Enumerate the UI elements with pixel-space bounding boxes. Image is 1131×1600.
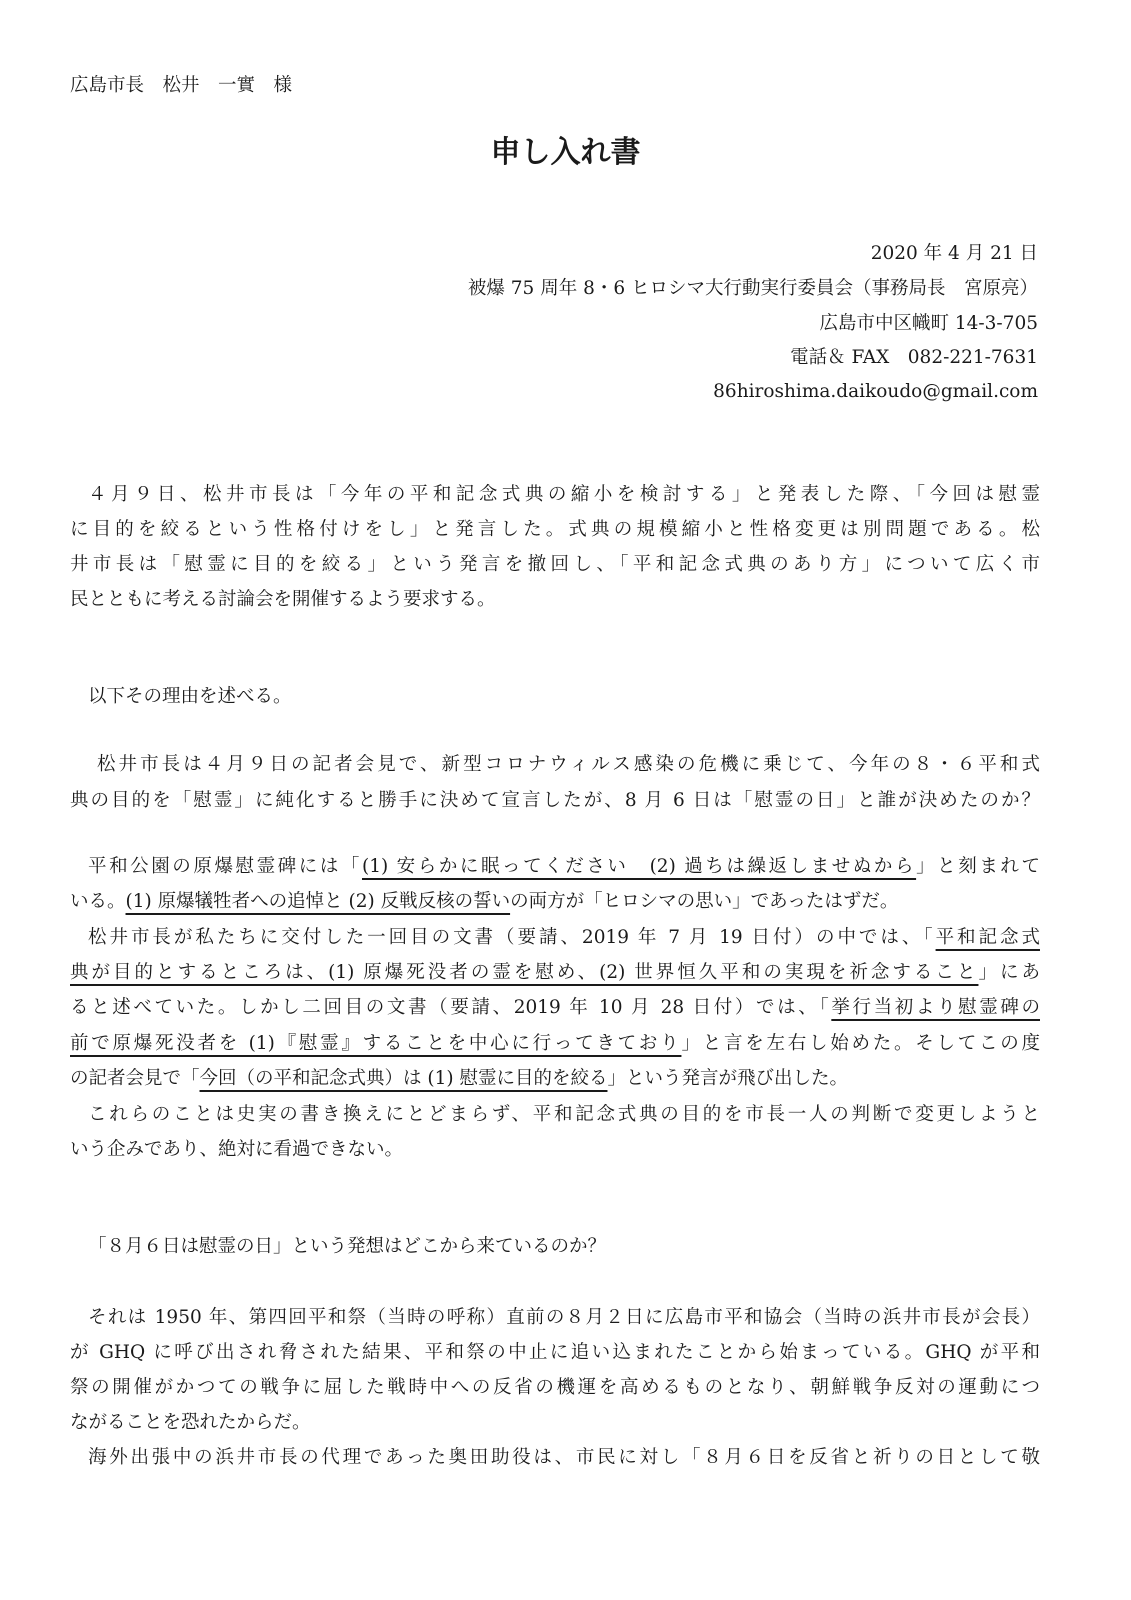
- intro-line: 民とともに考える討論会を開催するよう要求する。: [70, 589, 496, 610]
- sender-address: 広島市中区幟町 14-3-705: [819, 313, 1038, 334]
- section-question: 「８月６日は慰霊の日」という発想はどこから来ているのか？: [88, 1236, 607, 1257]
- paragraph-line: 前で原爆死没者を (1)『慰霊』することを中心に行ってきており」と言を左右し始めた。そしてこの度: [70, 1033, 1040, 1054]
- paragraph-line: 祭の開催がかつての戦争に屈した戦時中への反省の機運を高めるものとなり、朝鮮戦争反対の運動につ: [70, 1377, 1040, 1398]
- paragraph-line: 典が目的とするところは、(1) 原爆死没者の霊を慰め、(2) 世界恒久平和の実現を祈念すること」にあ: [70, 962, 1040, 983]
- paragraph-line: ると述べていた。しかし二回目の文書（要請、2019 年 10 月 28 日付）では、「挙行当初より慰霊碑の: [70, 997, 1040, 1018]
- paragraph-line: の記者会見で「今回（の平和記念式典）は (1) 慰霊に目的を絞る」という発言が飛び出した。: [70, 1068, 848, 1089]
- document-title: 申し入れ書: [490, 135, 641, 170]
- paragraph-line: それは 1950 年、第四回平和祭（当時の呼称）直前の８月２日に広島市平和協会（当時の浜井市長が会長）: [88, 1307, 1040, 1328]
- underlined-quote: 挙行当初より慰霊碑の: [831, 997, 1040, 1018]
- paragraph-line: これらのことは史実の書き換えにとどまらず、平和記念式典の目的を市長一人の判断で変更しようと: [88, 1104, 1040, 1125]
- sender-email[interactable]: 86hiroshima.daikoudo@gmail.com: [713, 381, 1038, 402]
- paragraph-line: いる。(1) 原爆犠牲者への追悼と (2) 反戦反核の誓いの両方が「ヒロシマの思い」であったはずだ。: [70, 891, 899, 912]
- intro-line: 井市長は「慰霊に目的を絞る」という発言を撤回し、「平和記念式典のあり方」について広く市: [70, 554, 1040, 575]
- sender-organization: 被爆 75 周年 8・6 ヒロシマ大行動実行委員会（事務局長 宮原亮）: [467, 278, 1038, 299]
- underlined-quote: 典が目的とするところは、(1) 原爆死没者の霊を慰め、(2) 世界恒久平和の実現を祈念すること: [70, 962, 979, 983]
- paragraph-line: 典の目的を「慰霊」に純化すると勝手に決めて宣言したが、8 月 6 日は「慰霊の日」と誰が決めたのか？: [70, 790, 1040, 811]
- paragraph-line: いう企みであり、絶対に看過できない。: [70, 1139, 404, 1160]
- paragraph-line: 松井市長は４月９日の記者会見で、新型コロナウィルス感染の危機に乗じて、今年の８・６平和式: [97, 754, 1040, 775]
- underlined-quote: 前で原爆死没者を (1)『慰霊』することを中心に行ってきており: [70, 1033, 682, 1054]
- addressee: 広島市長 松井 一實 様: [70, 75, 293, 96]
- intro-line: に目的を絞るという性格付けをし」と発言した。式典の規模縮小と性格変更は別問題である。松: [70, 519, 1040, 540]
- paragraph-line: 海外出張中の浜井市長の代理であった奥田助役は、市民に対し「８月６日を反省と祈りの日として敬: [88, 1447, 1040, 1468]
- underlined-quote: (1) 原爆犠牲者への追悼と (2) 反戦反核の誓い: [125, 891, 511, 912]
- paragraph-line: 松井市長が私たちに交付した一回目の文書（要請、2019 年 7 月 19 日付）の中では、「平和記念式: [88, 927, 1040, 948]
- underlined-quote: 平和記念式: [935, 927, 1040, 948]
- paragraph-line: 平和公園の原爆慰霊碑には「(1) 安らかに眠ってください (2) 過ちは繰返しませぬから」と刻まれて: [88, 856, 1040, 877]
- paragraph-line: ながることを恐れたからだ。: [70, 1412, 311, 1433]
- date: 2020 年 4 月 21 日: [870, 243, 1038, 264]
- sender-phone-fax: 電話＆ FAX 082-221-7631: [790, 347, 1038, 368]
- intro-line: ４月９日、松井市長は「今年の平和記念式典の縮小を検討する」と発表した際、「今回は慰霊: [88, 484, 1040, 505]
- underlined-quote: (1) 安らかに眠ってください (2) 過ちは繰返しませぬから: [362, 856, 917, 877]
- paragraph-line: が GHQ に呼び出され脅された結果、平和祭の中止に追い込まれたことから始まっている。GHQ が平和: [70, 1342, 1040, 1363]
- reasons-heading: 以下その理由を述べる。: [88, 686, 292, 707]
- underlined-quote: 今回（の平和記念式典）は (1) 慰霊に目的を絞る: [199, 1068, 608, 1089]
